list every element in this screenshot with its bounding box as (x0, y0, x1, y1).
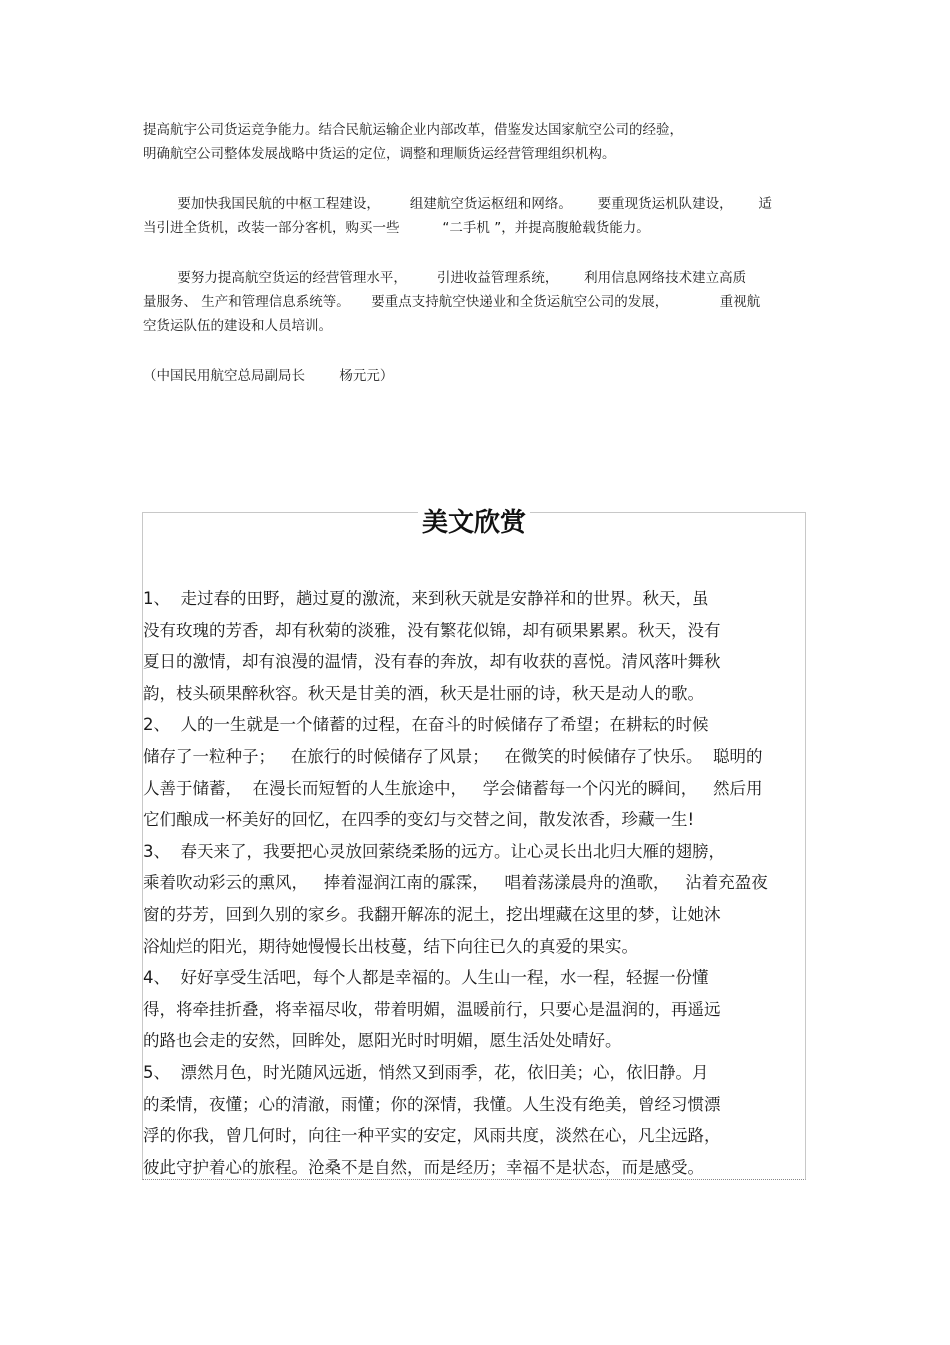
essay-line: 3、 春天来了，我要把心灵放回萦绕柔肠的远方。让心灵长出北归大雁的翅膀， (143, 841, 725, 861)
essay-list (143, 583, 807, 1183)
essay-line: 得，将牵挂折叠，将幸福尽收，带着明媚，温暖前行，只要心是温润的，再遥远 (143, 999, 721, 1019)
essay-line: 没有玫瑰的芳香，却有秋菊的淡雅，没有繁花似锦，却有硕果累累。秋天，没有 (143, 620, 721, 640)
essay-line: 窗的芬芳，回到久别的家乡。我翻开解冻的泥土，挖出埋藏在这里的梦，让她沐 (143, 904, 721, 924)
essay-line: 韵，枝头硕果醉秋容。秋天是甘美的酒，秋天是壮丽的诗，秋天是动人的歌。 (143, 683, 704, 703)
essay-line: 浮的你我，曾几何时，向往一种平实的安定，风雨共度，淡然在心，凡尘远路， (143, 1126, 721, 1146)
essay-line: 储存了一粒种子； 在旅行的时候储存了风景； 在微笑的时候储存了快乐。 聪明的 (143, 746, 763, 766)
essay-line: 5、 漂然月色，时光随风远逝，悄然又到雨季，花，依旧美；心，依旧静。月 (143, 1062, 709, 1082)
paragraph-line: 量服务、 生产和管理信息系统等。 要重点支持航空快递业和全货运航空公司的发展， 重视航 (143, 294, 761, 310)
article-excerpt (143, 118, 808, 388)
essay-line: 的路也会走的安然，回眸处，愿阳光时时明媚，愿生活处处晴好。 (143, 1031, 622, 1051)
essay-line: 乘着吹动彩云的熏风， 捧着湿润江南的霡霂， 唱着荡漾晨舟的渔歌， 沾着充盈夜 (143, 873, 768, 893)
essay-box (142, 508, 806, 1180)
essay-line: 夏日的激情，却有浪漫的温情，没有春的奔放，却有收获的喜悦。清风落叶舞秋 (143, 652, 721, 672)
essay-line: 人善于储蓄， 在漫长而短暂的人生旅途中， 学会储蓄每一个闪光的瞬间， 然后用 (143, 778, 763, 798)
paragraph-line: 要加快我国民航的中枢工程建设， 组建航空货运枢纽和网络。 要重现货运机队建设， 适 (143, 196, 772, 212)
essay-line: 1、 走过春的田野，趟过夏的激流，来到秋天就是安静祥和的世界。秋天，虽 (143, 589, 709, 608)
paragraph-line: 要努力提高航空货运的经营管理水平， 引进收益管理系统， 利用信息网络技术建立高质 (143, 270, 747, 286)
paragraph-line: 空货运队伍的建设和人员培训。 (143, 318, 332, 334)
essay-line: 4、 好好享受生活吧，每个人都是幸福的。人生山一程，水一程，轻握一份懂 (143, 968, 709, 988)
paragraph-line: 当引进全货机，改装一部分客机，购买一些 “二手机 ”，并提高腹舱载货能力。 (143, 220, 650, 236)
essay-line: 2、 人的一生就是一个储蓄的过程，在奋斗的时候储存了希望；在耕耘的时候 (143, 715, 709, 735)
author-signature: （中国民用航空总局副局长 杨元元） (143, 368, 394, 384)
essay-title-wrap (418, 503, 530, 543)
paragraph-line: 提高航宇公司货运竞争能力。结合民航运输企业内部改革，借鉴发达国家航空公司的经验， (143, 122, 683, 138)
essay-title: 美文欣赏 (421, 508, 526, 538)
essay-line: 的柔情，夜懂；心的清澈，雨懂；你的深情，我懂。人生没有绝美，曾经习惯漂 (143, 1094, 721, 1114)
paragraph-line: 明确航空公司整体发展战略中货运的定位，调整和理顺货运经营管理组织机构。 (143, 146, 616, 162)
essay-line: 彼此守护着心的旅程。沧桑不是自然，而是经历；幸福不是状态，而是感受。 (143, 1157, 704, 1177)
essay-line: 浴灿烂的阳光，期待她慢慢长出枝蔓，结下向往已久的真爱的果实。 (143, 936, 638, 956)
essay-line: 它们酿成一杯美好的回忆，在四季的变幻与交替之间，散发浓香，珍藏一生! (143, 810, 695, 830)
